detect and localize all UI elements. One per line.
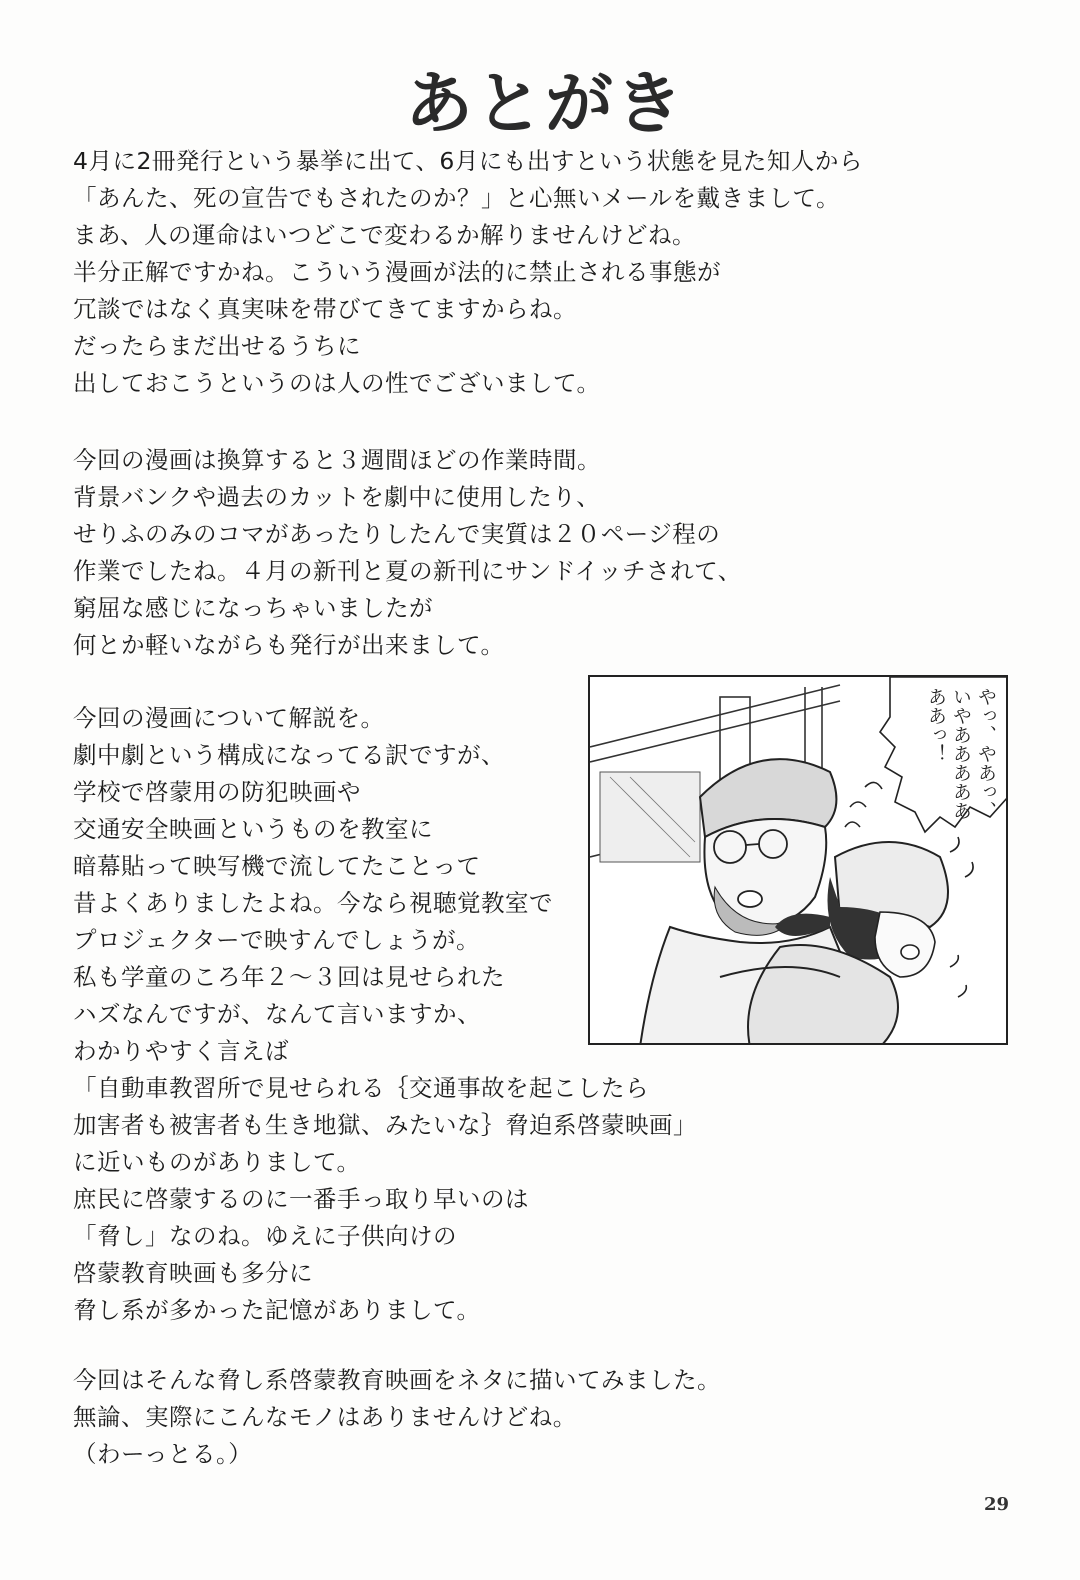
text-line: 無論、実際にこんなモノはありませんけどね。 xyxy=(73,1403,577,1431)
text-line: 作業でしたね。４月の新刊と夏の新刊にサンドイッチされて、 xyxy=(73,557,742,585)
text-line: 半分正解ですかね。こういう漫画が法的に禁止される事態が xyxy=(73,258,721,286)
text-line: 昔よくありましたよね。今なら視聴覚教室で xyxy=(73,889,553,917)
text-line: 暗幕貼って映写機で流してたことって xyxy=(73,852,481,880)
text-line: 背景バンクや過去のカットを劇中に使用したり、 xyxy=(73,483,601,511)
speech-text-column-3: ああっ！ xyxy=(925,687,947,763)
paragraph-2 xyxy=(73,442,742,664)
text-line: 今回の漫画は換算すると３週間ほどの作業時間。 xyxy=(73,446,601,474)
page-title: あとがき xyxy=(404,65,685,144)
text-line: わかりやすく言えば xyxy=(73,1037,289,1065)
text-line: 「あんた、死の宣告でもされたのか？」と心無いメールを戴きまして。 xyxy=(73,184,841,212)
text-line: 冗談ではなく真実味を帯びてきてますからね。 xyxy=(73,295,577,323)
paragraph-1 xyxy=(73,143,863,402)
text-line: 「自動車教習所で見せられる｛交通事故を起こしたら xyxy=(73,1074,649,1102)
text-line: 劇中劇という構成になってる訳ですが、 xyxy=(73,741,505,769)
speech-text-column-1: やっ、やあっ、 xyxy=(975,687,997,820)
text-line: 加害者も被害者も生き地獄、みたいな｝脅迫系啓蒙映画」 xyxy=(73,1111,697,1139)
text-line: 4月に2冊発行という暴挙に出て、6月にも出すという状態を見た知人から xyxy=(73,147,863,175)
text-line: 庶民に啓蒙するのに一番手っ取り早いのは xyxy=(73,1185,529,1213)
text-line: 学校で啓蒙用の防犯映画や xyxy=(73,778,361,806)
text-line: 啓蒙教育映画も多分に xyxy=(73,1259,313,1287)
paragraph-4 xyxy=(73,1362,721,1473)
page-number: 29 xyxy=(984,1494,1010,1515)
text-line: に近いものがありまして。 xyxy=(73,1148,361,1176)
text-line: 交通安全映画というものを教室に xyxy=(73,815,433,843)
text-line: 今回はそんな脅し系啓蒙教育映画をネタに描いてみました。 xyxy=(73,1366,721,1394)
text-line: 私も学童のころ年２～３回は見せられた xyxy=(73,963,505,991)
text-line: 何とか軽いながらも発行が出来まして。 xyxy=(73,631,505,659)
text-line: 脅し系が多かった記憶がありまして。 xyxy=(73,1296,481,1324)
text-line: プロジェクターで映すんでしょうが。 xyxy=(73,926,481,954)
text-line: ハズなんですが、なんて言いますか、 xyxy=(73,1000,481,1028)
speech-text-column-2: いやあああああ xyxy=(950,687,972,820)
manga-panel-illustration xyxy=(588,675,1008,1045)
text-line: 今回の漫画について解説を。 xyxy=(73,704,385,732)
text-line: 「脅し」なのね。ゆえに子供向けの xyxy=(73,1222,457,1250)
text-line: 出しておこうというのは人の性でございまして。 xyxy=(73,369,601,397)
text-line: だったらまだ出せるうちに xyxy=(73,332,361,360)
text-line: （わーっとる。） xyxy=(73,1440,253,1468)
text-line: 窮屈な感じになっちゃいましたが xyxy=(73,594,433,622)
text-line: せりふのみのコマがあったりしたんで実質は２０ページ程の xyxy=(73,520,721,548)
text-line: まあ、人の運命はいつどこで変わるか解りませんけどね。 xyxy=(73,221,697,249)
